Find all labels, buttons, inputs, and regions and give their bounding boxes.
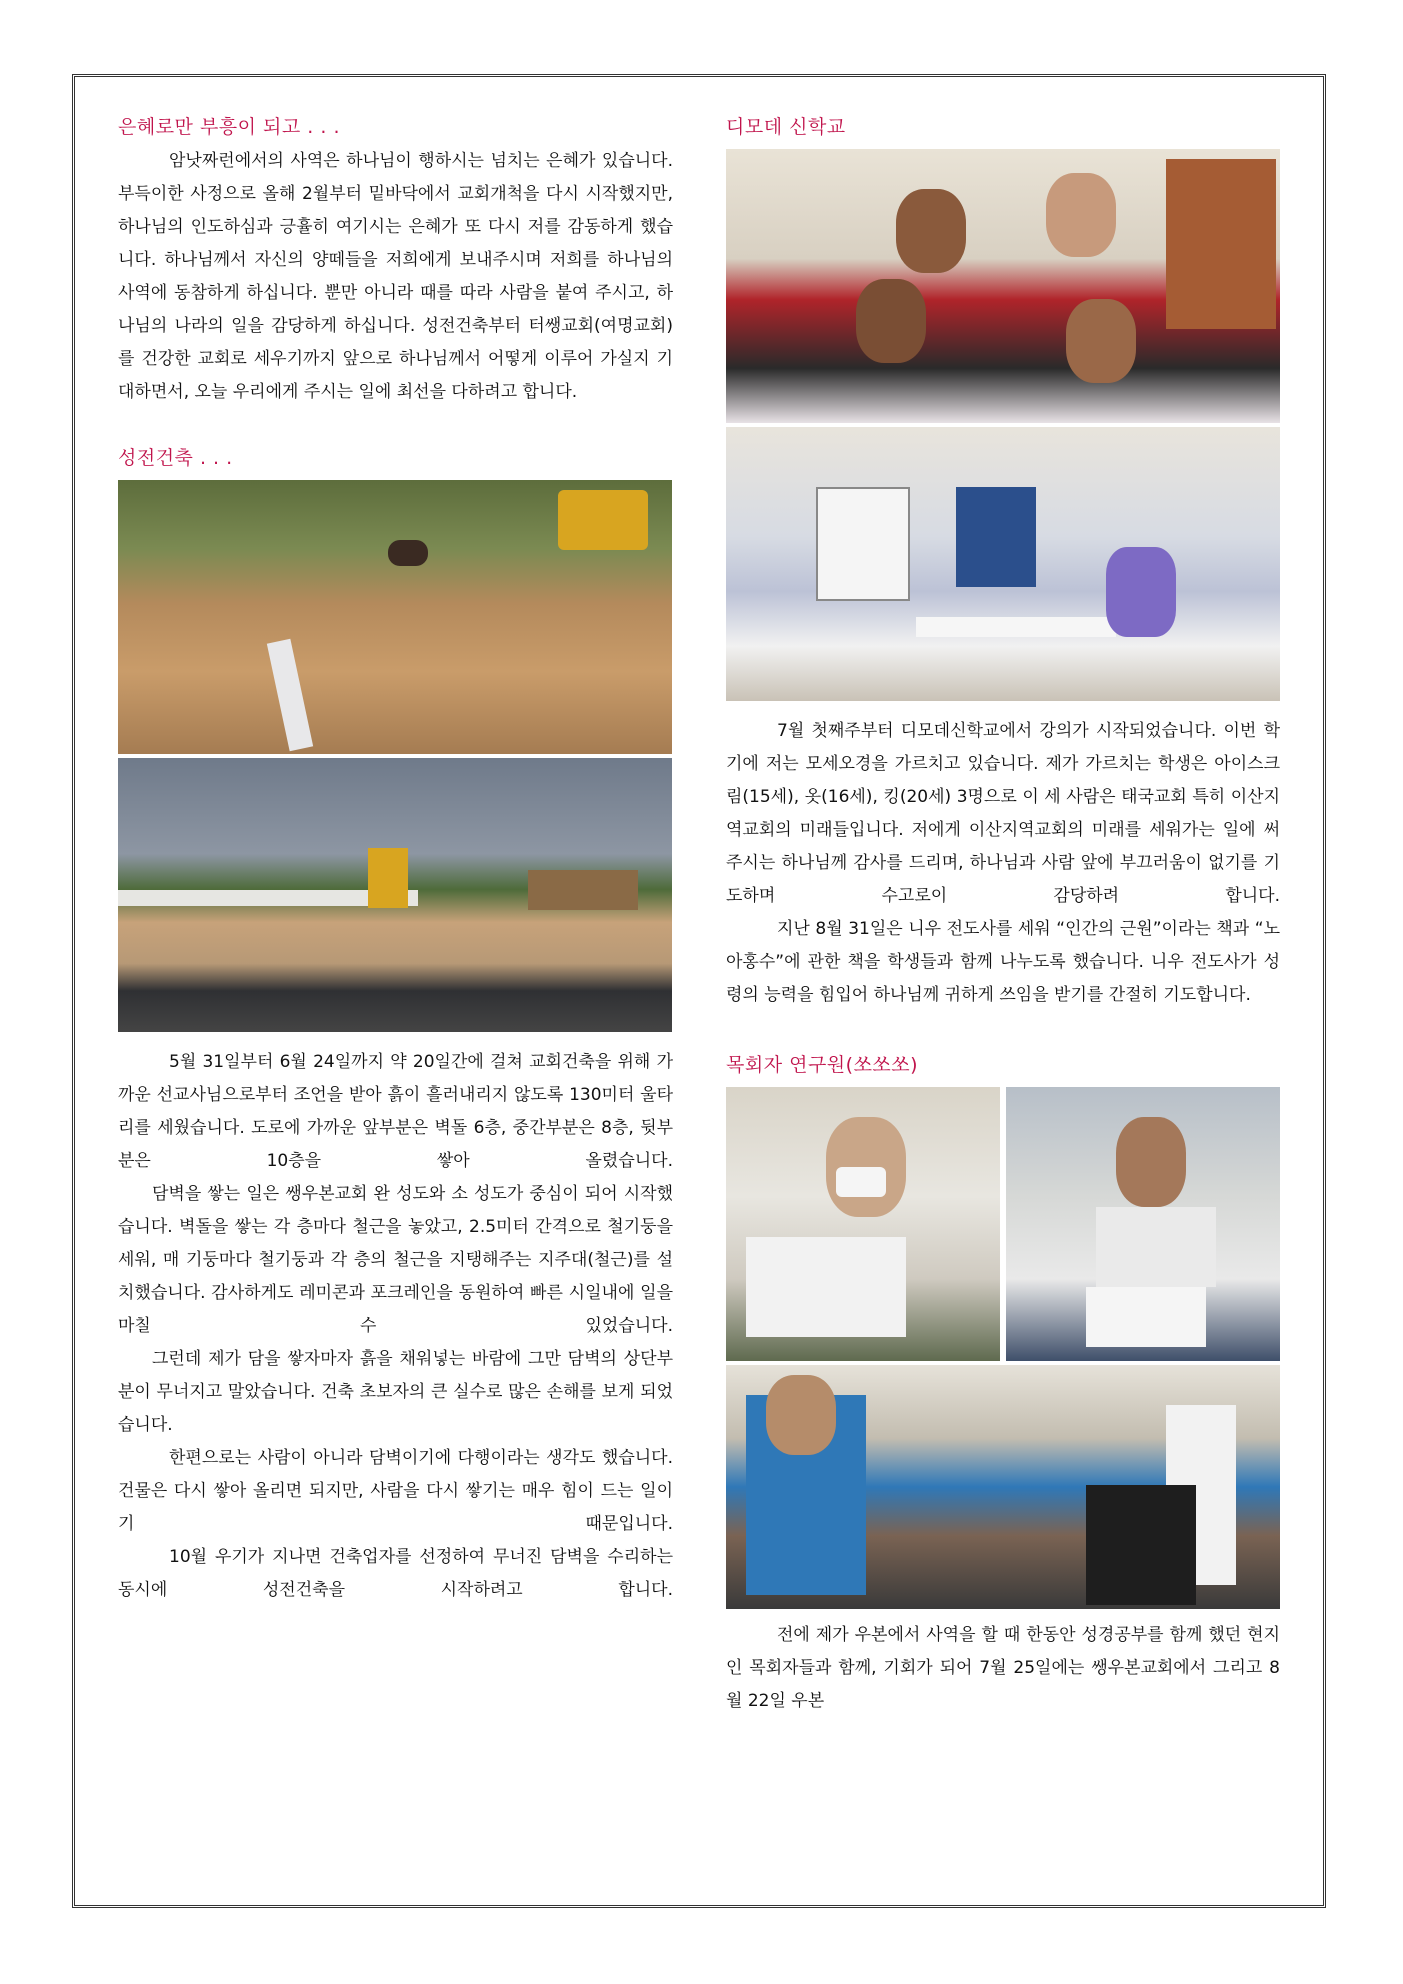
section-heading-construction: 성전건축 . . .	[118, 447, 233, 469]
section-heading-revival: 은혜로만 부흥이 되고 . . .	[118, 116, 341, 138]
construction-photo-wall	[118, 758, 672, 1032]
paragraph-seminary-books: 지난 8월 31일은 니우 전도사를 세워 “인간의 근원”이라는 책과 “노아홍수”에 관한 책을 학생들과 함께 나누도록 했습니다. 니우 전도사가 성령의 능력을 힘입어 하나님께 귀하게 쓰임을 받기를 간절히 기도합니다.	[726, 919, 1280, 1005]
paragraph-revival: 암낫짜런에서의 사역은 하나님이 행하시는 넘치는 은혜가 있습니다. 부득이한 사정으로 올해 2월부터 밑바닥에서 교회개척을 다시 시작했지만, 하나님의 인도하심과 긍휼히 여기시는 은혜가 또 다시 저를 감동하게 했습니다. 하나님께서 자신의 양떼들을 저희에게 보내주시며 저희를 하나님의 사역에 동참하게 하십니다. 뿐만 아니라 때를 따라 사람을 붙여 주시고, 하나님의 나라의 일을 감당하게 하십니다. 성전건축부터 터쌩교회(여명교회)를 건강한 교회로 세우기까지 앞으로 하나님께서 어떻게 이루어 가실지 기대하면서, 오늘 우리에게 주시는 일에 최선을 다하려고 합니다.	[118, 151, 673, 402]
paragraph-wall-work: 담벽을 쌓는 일은 쌩우본교회 완 성도와 소 성도가 중심이 되어 시작했습니다. 벽돌을 쌓는 각 층마다 철근을 놓았고, 2.5미터 간격으로 철기둥을 세워, 매 기둥마다 철기둥과 각 층의 철근을 지탱해주는 지주대(철근)를 설치했습니다. 감사하게도 레미콘과 포크레인을 동원하여 빠른 시일내에 일을 마칠 수 있었습니다.	[118, 1184, 673, 1336]
paragraph-wall-built: 5월 31일부터 6월 24일까지 약 20일간에 걸쳐 교회건축을 위해 가까운 선교사님으로부터 조언을 받아 흙이 흘러내리지 않도록 130미터 울타리를 세웠습니다. 도로에 가까운 앞부분은 벽돌 6층, 중간부분은 8층, 뒷부분은 10층을 쌓아 올렸습니다.	[118, 1052, 673, 1171]
paragraph-seminary-lectures: 7월 첫째주부터 디모데신학교에서 강의가 시작되었습니다. 이번 학기에 저는 모세오경을 가르치고 있습니다. 제가 가르치는 학생은 아이스크림(15세), 옷(16세), 킹(20세) 3명으로 이 세 사람은 태국교회 특히 이산지역교회의 미래들입니다. 저에게 이산지역교회의 미래를 세워가는 일에 써 주시는 하나님께 감사를 드리며, 하나님과 사람 앞에 부끄러움이 없기를 기도하며 수고로이 감당하려 합니다.	[726, 721, 1280, 906]
right-column	[726, 112, 1280, 1718]
left-column	[118, 112, 673, 1607]
pastor-research-photo-speaker	[1006, 1087, 1280, 1361]
paragraph-pastor-research: 전에 제가 우본에서 사역을 할 때 한동안 성경공부를 함께 했던 현지인 목회자들과 함께, 기회가 되어 7월 25일에는 쌩우본교회에서 그리고 8월 22일 우본	[726, 1625, 1280, 1711]
paragraph-plan: 10월 우기가 지나면 건축업자를 선정하여 무너진 담벽을 수리하는 동시에 성전건축을 시작하려고 합니다.	[118, 1547, 673, 1600]
section-heading-seminary: 디모데 신학교	[726, 116, 846, 138]
construction-photo-dirt	[118, 480, 672, 754]
paragraph-reflection: 한편으로는 사람이 아니라 담벽이기에 다행이라는 생각도 했습니다. 건물은 다시 쌓아 올리면 되지만, 사람을 다시 쌓기는 매우 힘이 드는 일이기 때문입니다.	[118, 1448, 673, 1534]
seminary-group-photo	[726, 149, 1280, 423]
pastor-research-photo-masked-speaker	[726, 1087, 1000, 1361]
section-heading-pastor-research: 목회자 연구원(쏘쏘쏘)	[726, 1054, 919, 1076]
paragraph-wall-collapse: 그런데 제가 담을 쌓자마자 흙을 채워넣는 바람에 그만 담벽의 상단부분이 무너지고 말았습니다. 건축 초보자의 큰 실수로 많은 손해를 보게 되었습니다.	[118, 1349, 673, 1435]
pastor-research-photo-group	[726, 1365, 1280, 1609]
seminary-classroom-photo	[726, 427, 1280, 701]
